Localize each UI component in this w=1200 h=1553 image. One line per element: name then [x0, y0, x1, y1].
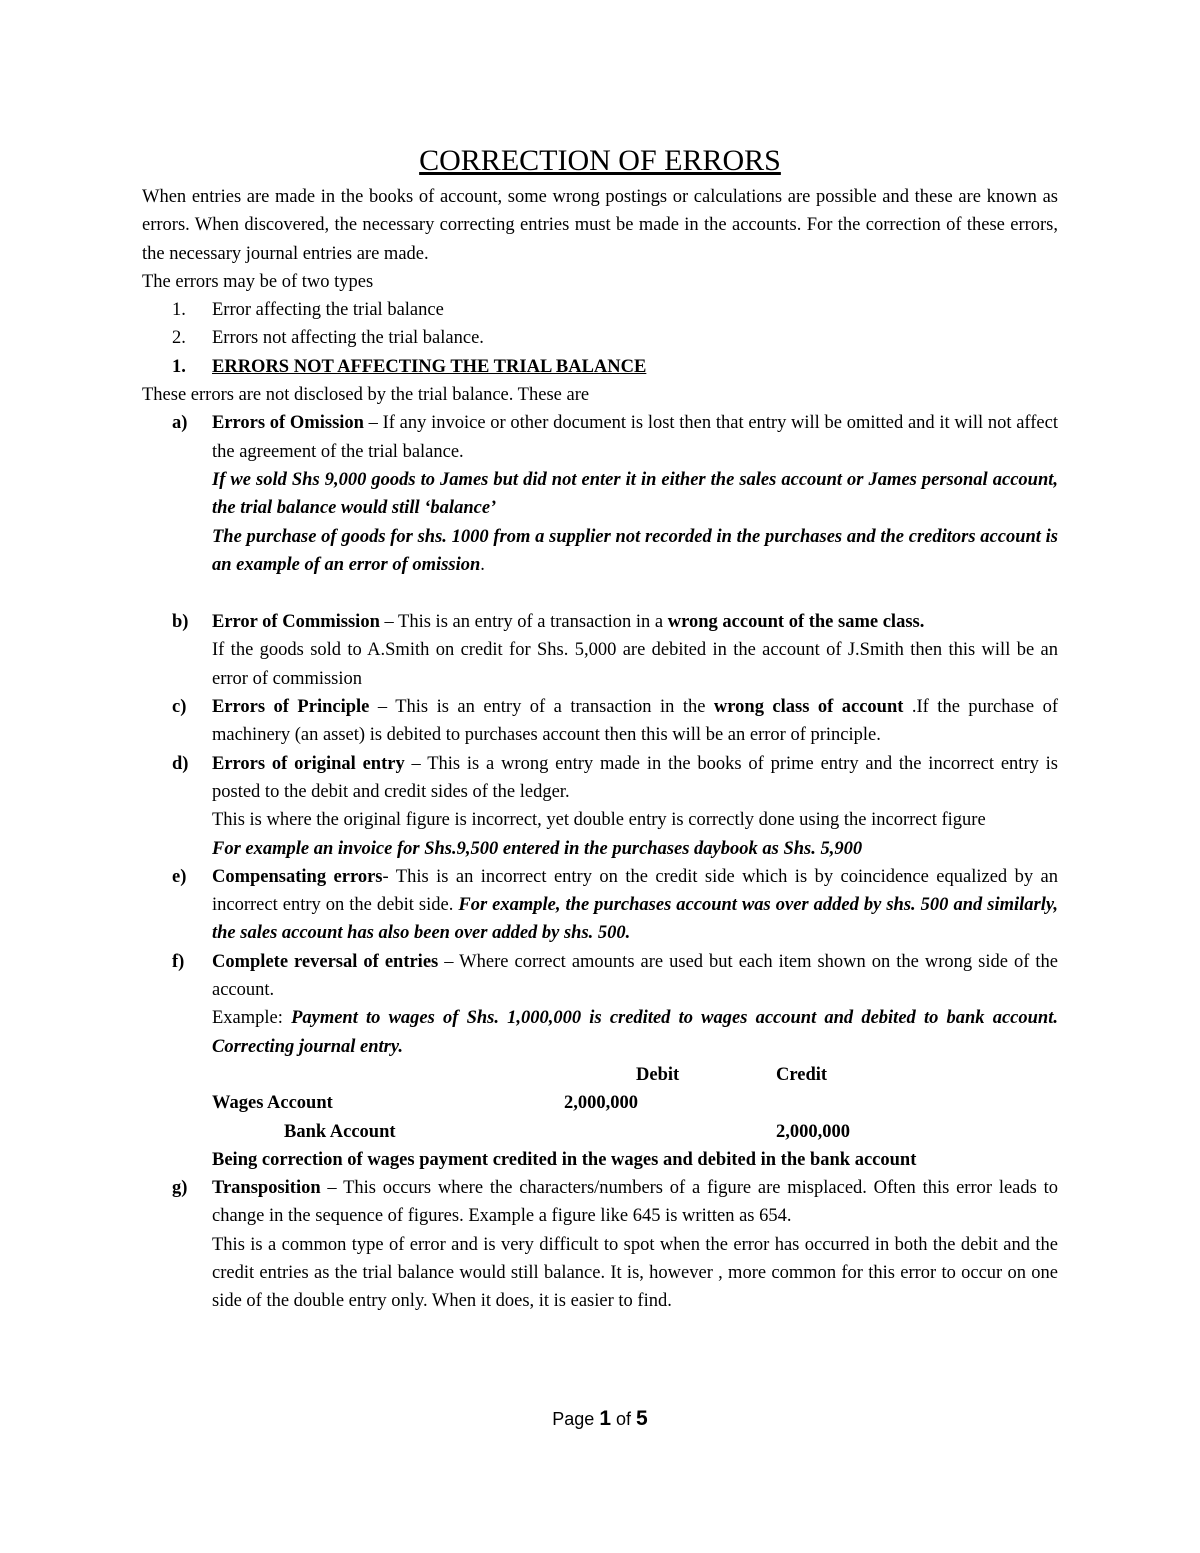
page-title: CORRECTION OF ERRORS	[419, 144, 781, 177]
item-detail: This is a common type of error and is very difficult to spot when the error has occurred in both the debit and the credit entries as the trial balance would still balance. It is, however , more common for this error to occur on one side of the double entry only. When it does, it is easier to find.	[212, 1234, 1058, 1312]
journal-row	[142, 1089, 1058, 1117]
types-intro: The errors may be of two types	[142, 271, 374, 292]
page-content	[142, 141, 1058, 1316]
journal-credit: 2,000,000	[776, 1121, 850, 1142]
page-label: Page	[552, 1409, 595, 1429]
of-label: of	[616, 1409, 632, 1429]
error-item-original-entry: d) Errors of original entry – This is a wrong entry made in the books of prime entry and the incorrect entry is posted to the debit and credit sides of the ledger. This is where the original figure is incorrect, yet double entry is correctly done using the incorrect figure For example an invoice for Shs.9,500 entered in the purchases daybook as Shs. 5,900	[142, 750, 1058, 863]
item-term: Compensating errors	[212, 866, 383, 887]
error-item-compensating: e) Compensating errors- This is an incorrect entry on the credit side which is by coincidence equalized by an incorrect entry on the debit side. For example, the purchases account was over added by shs. 500 and similarly, the sales account has also been over added by shs. 500.	[172, 866, 1058, 944]
item-detail: If the goods sold to A.Smith on credit for Shs. 5,000 are debited in the account of J.Smith then this will be an error of commission	[212, 640, 1058, 689]
error-item-commission: b) Error of Commission – This is an entry of a transaction in a wrong account of the same class. If the goods sold to A.Smith on credit for Shs. 5,000 are debited in the account of J.Smith then this will be an error of commission	[142, 608, 1058, 693]
item-example: For example, the purchases account was over added by shs. 500 and similarly, the sales account has also been over added by shs. 500.	[212, 895, 1058, 944]
intro-paragraph: When entries are made in the books of account, some wrong postings or calculations are possible and these are known as errors. When discovered, the necessary correcting entries must be made in the accounts. For the correction of these errors, the necessary journal entries are made.	[142, 187, 1058, 264]
item-term: Error of Commission	[212, 612, 380, 633]
error-item-principle: c) Errors of Principle – This is an entry of a transaction in the wrong class of account .If the purchase of machinery (an asset) is debited to purchases account then this will be an error of principle.	[172, 697, 1058, 746]
error-item-omission: a) Errors of Omission – If any invoice or other document is lost then that entry will be omitted and it will not affect the agreement of the trial balance. If we sold Shs 9,000 goods to James but did not enter it in either the sales account or James personal account, the trial balance would still ‘balance’ The purchase of goods for shs. 1000 from a supplier not recorded in the purchases and the creditors account is an example of an error of omission.	[172, 413, 1058, 575]
item-example: For example an invoice for Shs.9,500 entered in the purchases daybook as Shs. 5,900	[212, 838, 863, 859]
journal-account: Wages Account	[212, 1093, 333, 1114]
item-term: Errors of Omission	[212, 413, 364, 434]
item-example: The purchase of goods for shs. 1000 from a supplier not recorded in the purchases and the creditors account is an example of an error of omission	[212, 526, 1058, 575]
journal-row	[142, 1118, 1058, 1146]
journal-debit: 2,000,000	[564, 1093, 638, 1114]
page-footer	[0, 1405, 1200, 1433]
journal-header-row	[142, 1061, 1058, 1089]
page-number: 1	[599, 1407, 611, 1430]
item-term: Complete reversal of entries	[212, 951, 439, 972]
journal-account: Bank Account	[284, 1121, 396, 1142]
credit-header: Credit	[776, 1064, 828, 1085]
item-term: Errors of Principle	[212, 697, 370, 718]
spacer	[142, 579, 1058, 608]
list-item: 2. Errors not affecting the trial balance.	[172, 328, 484, 349]
error-item-complete-reversal: f) Complete reversal of entries – Where correct amounts are used but each item shown on the wrong side of the account. Example: Payment to wages of Shs. 1,000,000 is credited to wages account and debited to bank account. Correcting journal entry.	[172, 951, 1059, 1057]
item-example: If we sold Shs 9,000 goods to James but did not enter it in either the sales account or James personal account, the trial balance would still ‘balance’	[212, 469, 1058, 519]
list-item: 1. Error affecting the trial balance	[172, 300, 444, 321]
item-example: Payment to wages of Shs. 1,000,000 is credited to wages account and debited to bank account. Correcting journal entry.	[212, 1008, 1058, 1057]
section-intro: These errors are not disclosed by the trial balance. These are	[142, 385, 590, 406]
item-detail: This is where the original figure is incorrect, yet double entry is correctly done using the incorrect figure	[212, 810, 986, 831]
page-total: 5	[636, 1407, 648, 1430]
item-term: Errors of original entry	[212, 753, 405, 774]
item-term: Transposition	[212, 1178, 321, 1199]
debit-header: Debit	[636, 1064, 680, 1085]
error-item-transposition: g) Transposition – This occurs where the characters/numbers of a figure are misplaced. Often this error leads to change in the sequence of figures. Example a figure like 645 is written as 654. This is a common type of error and is very difficult to spot when the error has occurred in both the debit and the credit entries as the trial balance would still balance. It is, however , more common for this error to occur on one side of the double entry only. When it does, it is easier to find.	[142, 1174, 1058, 1315]
section-heading: 1. ERRORS NOT AFFECTING THE TRIAL BALANCE	[172, 356, 647, 377]
journal-narration: Being correction of wages payment credited in the wages and debited in the bank account	[212, 1149, 917, 1170]
